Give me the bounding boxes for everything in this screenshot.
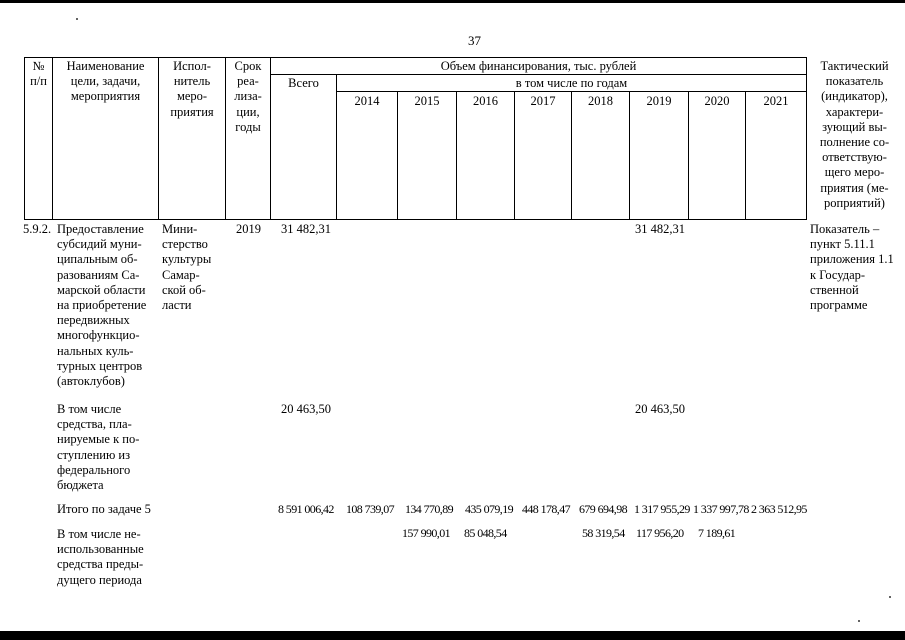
row-total: 31 482,31	[281, 222, 331, 236]
top-rule	[0, 0, 905, 3]
header-executor: Испол- нитель меро- приятия	[170, 59, 214, 119]
row-year-2018: 58 319,54	[582, 526, 625, 540]
header-by-years: в том числе по годам	[515, 76, 628, 90]
header-year: 2018	[588, 94, 613, 108]
row-year-2019: 31 482,31	[635, 222, 685, 236]
row-year-2020: 1 337 997,78	[693, 502, 749, 516]
row-name: В том числе не- использованные средства преды- дущего периода	[57, 527, 144, 587]
page-number: 37	[468, 33, 481, 48]
row-total: 20 463,50	[281, 402, 331, 416]
row-num: 5.9.2.	[23, 222, 52, 236]
row-year-2021: 2 363 512,95	[751, 502, 807, 516]
header-year: 2019	[646, 94, 672, 108]
header-year: 2016	[473, 94, 498, 108]
header-year: 2015	[414, 94, 440, 108]
header-year: 2017	[530, 94, 556, 108]
row-name: Предоставление субсидий муни- ципальным об- разованиям Са- марской области на приобретение передвижных многофункцио- нальных куль- турных центров (автоклубов)	[57, 222, 147, 389]
header-total: Всего	[288, 76, 319, 90]
scan-speck	[76, 18, 78, 20]
header-term: Срок реа- лиза- ции, годы	[234, 59, 262, 134]
row-year-2016: 85 048,54	[464, 526, 507, 540]
row-year-2015: 157 990,01	[402, 526, 451, 540]
row-year-2017: 448 178,47	[522, 502, 571, 516]
row-term: 2019	[236, 222, 261, 236]
header-year: 2021	[763, 94, 789, 108]
row-year-2019: 117 956,20	[636, 526, 684, 540]
row-year-2019: 1 317 955,29	[634, 502, 690, 516]
row-indicator: Показатель – пункт 5.11.1 приложения 1.1 к Государ- ственной программе	[810, 222, 894, 313]
row-name: Итого по задаче 5	[57, 502, 151, 516]
header-funding: Объем финансирования, тыс. рублей	[440, 59, 637, 73]
row-year-2014: 108 739,07	[346, 502, 395, 516]
scan-speck	[889, 596, 891, 598]
row-year-2019: 20 463,50	[635, 402, 685, 416]
header-year: 2020	[704, 94, 730, 108]
row-total: 8 591 006,42	[278, 502, 334, 516]
row-year-2018: 679 694,98	[579, 502, 628, 516]
header-num: № п/п	[30, 59, 47, 89]
row-year-2015: 134 770,89	[405, 502, 454, 516]
row-year-2020: 7 189,61	[698, 526, 736, 540]
bottom-rule	[0, 631, 905, 640]
row-name: В том числе средства, пла- нируемые к по- ступлению из федерального бюджета	[57, 402, 140, 493]
header-year: 2014	[354, 94, 380, 108]
scan-speck	[858, 620, 860, 622]
header-name: Наименование цели, задачи, мероприятия	[66, 59, 145, 104]
row-executor: Мини- стерство культуры Самар- ской об- ласти	[162, 222, 212, 313]
row-year-2016: 435 079,19	[465, 502, 514, 516]
header-indicator: Тактический показатель (индикатор), характери- зующий вы- полнение со- ответствую- щего меро- приятия (ме- роприятий)	[819, 59, 890, 210]
